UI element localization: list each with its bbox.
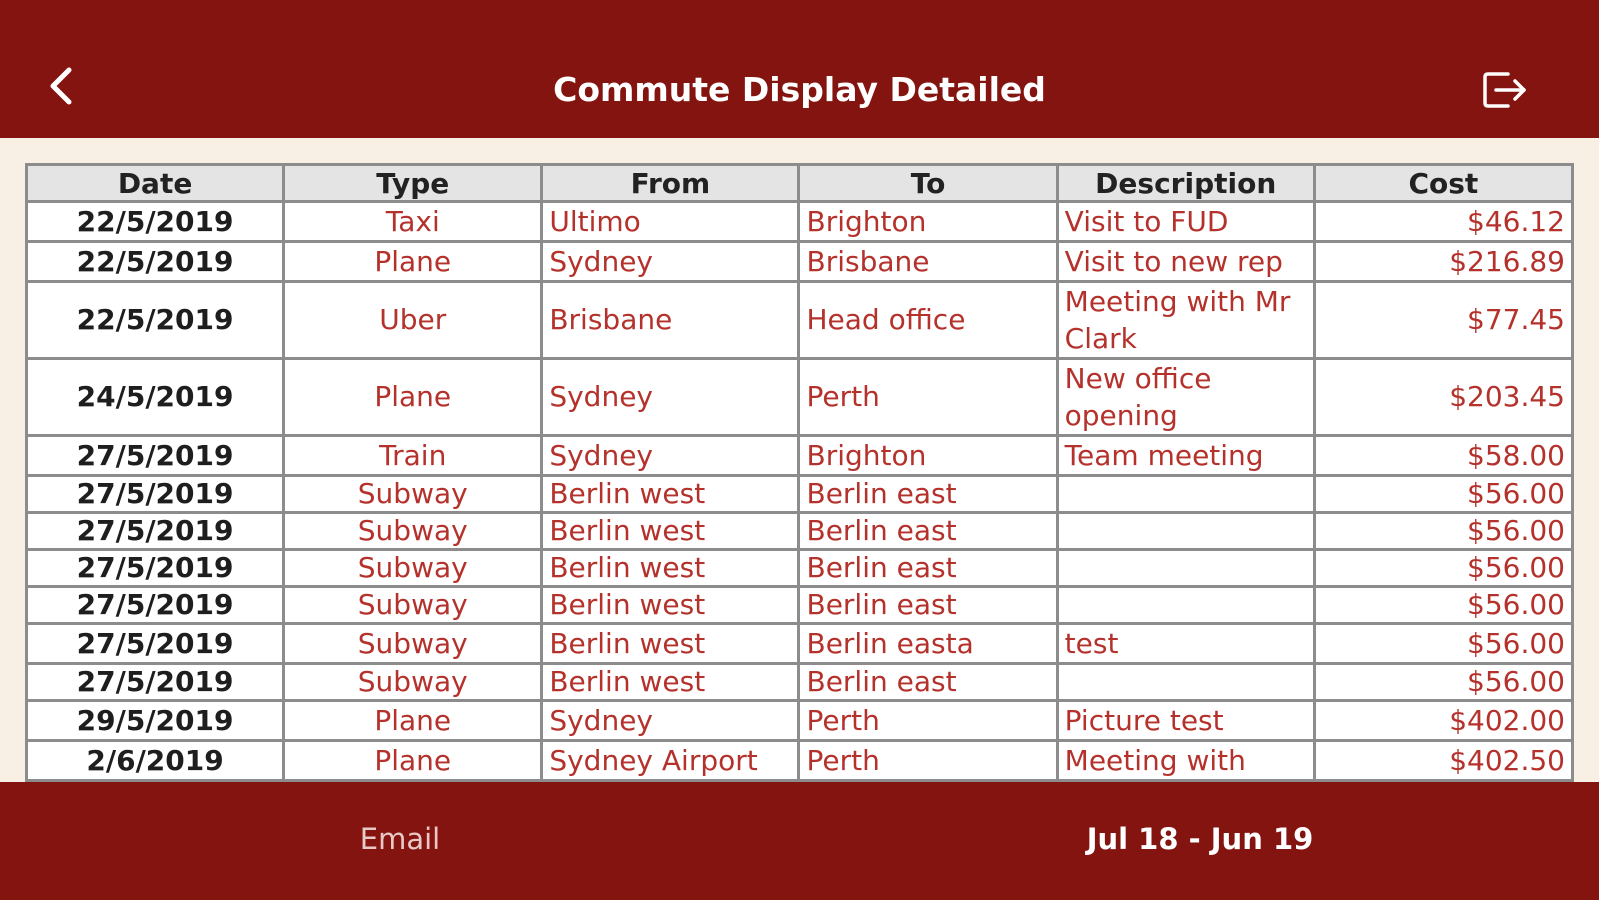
cell-date: 22/5/2019 <box>27 282 284 359</box>
cell-date: 24/5/2019 <box>27 359 284 436</box>
cell-type: Train <box>284 436 542 476</box>
cell-date: 27/5/2019 <box>27 587 284 624</box>
column-header-description: Description <box>1057 165 1314 202</box>
cell-from: Sydney <box>542 359 799 436</box>
cell-to: Perth <box>799 741 1057 781</box>
cell-description <box>1057 587 1314 624</box>
cell-date: 22/5/2019 <box>27 202 284 242</box>
cell-type: Plane <box>284 701 542 741</box>
table-scroll-area[interactable] <box>0 138 1599 782</box>
cell-date: 27/5/2019 <box>27 550 284 587</box>
cell-cost: $216.89 <box>1314 242 1572 282</box>
cell-from: Berlin west <box>542 513 799 550</box>
column-header-cost: Cost <box>1314 165 1572 202</box>
cell-to: Berlin east <box>799 550 1057 587</box>
cell-to: Perth <box>799 359 1057 436</box>
cell-description: Meeting with <box>1057 741 1314 781</box>
email-button[interactable]: Email <box>359 822 441 856</box>
cell-from: Berlin west <box>542 664 799 701</box>
column-header-to: To <box>799 165 1057 202</box>
table-row[interactable] <box>27 741 1573 781</box>
table-row[interactable] <box>27 550 1573 587</box>
cell-from: Sydney <box>542 436 799 476</box>
table-row[interactable] <box>27 359 1573 436</box>
cell-from: Sydney <box>542 242 799 282</box>
cell-from: Berlin west <box>542 587 799 624</box>
column-header-from: From <box>542 165 799 202</box>
cell-cost: $56.00 <box>1314 587 1572 624</box>
cell-to: Berlin east <box>799 587 1057 624</box>
cell-cost: $77.45 <box>1314 282 1572 359</box>
cell-date: 27/5/2019 <box>27 513 284 550</box>
table-row[interactable] <box>27 664 1573 701</box>
cell-type: Plane <box>284 741 542 781</box>
cell-from: Sydney <box>542 701 799 741</box>
cell-to: Brighton <box>799 436 1057 476</box>
cell-description: Meeting with Mr Clark <box>1057 282 1314 359</box>
cell-to: Berlin easta <box>799 624 1057 664</box>
cell-to: Berlin east <box>799 476 1057 513</box>
cell-from: Berlin west <box>542 624 799 664</box>
table-row[interactable] <box>27 202 1573 242</box>
cell-type: Plane <box>284 359 542 436</box>
cell-cost: $46.12 <box>1314 202 1572 242</box>
cell-date: 29/5/2019 <box>27 701 284 741</box>
navigation-bar <box>0 0 1599 138</box>
cell-to: Berlin east <box>799 513 1057 550</box>
cell-description <box>1057 550 1314 587</box>
cell-cost: $203.45 <box>1314 359 1572 436</box>
table-row[interactable] <box>27 513 1573 550</box>
cell-type: Taxi <box>284 202 542 242</box>
export-icon <box>1482 70 1528 110</box>
cell-from: Berlin west <box>542 476 799 513</box>
cell-type: Subway <box>284 513 542 550</box>
cell-description: New office opening <box>1057 359 1314 436</box>
cell-to: Brighton <box>799 202 1057 242</box>
cell-cost: $402.50 <box>1314 741 1572 781</box>
date-range-button[interactable]: Jul 18 - Jun 19 <box>1086 822 1314 856</box>
cell-description <box>1057 664 1314 701</box>
column-header-date: Date <box>27 165 284 202</box>
cell-date: 27/5/2019 <box>27 476 284 513</box>
cell-date: 27/5/2019 <box>27 624 284 664</box>
cell-to: Brisbane <box>799 242 1057 282</box>
export-button[interactable] <box>1478 66 1532 114</box>
cell-to: Berlin east <box>799 664 1057 701</box>
cell-from: Berlin west <box>542 550 799 587</box>
table-row[interactable] <box>27 242 1573 282</box>
cell-description <box>1057 476 1314 513</box>
cell-type: Uber <box>284 282 542 359</box>
cell-date: 2/6/2019 <box>27 741 284 781</box>
cell-date: 22/5/2019 <box>27 242 284 282</box>
cell-type: Subway <box>284 664 542 701</box>
bottom-toolbar <box>0 782 1599 900</box>
table-row[interactable] <box>27 701 1573 741</box>
cell-cost: $58.00 <box>1314 436 1572 476</box>
cell-cost: $56.00 <box>1314 513 1572 550</box>
table-row[interactable] <box>27 624 1573 664</box>
cell-type: Plane <box>284 242 542 282</box>
cell-type: Subway <box>284 550 542 587</box>
page-title: Commute Display Detailed <box>553 70 1046 109</box>
cell-type: Subway <box>284 624 542 664</box>
cell-date: 27/5/2019 <box>27 436 284 476</box>
table-row[interactable] <box>27 282 1573 359</box>
cell-description: Team meeting <box>1057 436 1314 476</box>
cell-cost: $56.00 <box>1314 476 1572 513</box>
table-row[interactable] <box>27 436 1573 476</box>
cell-from: Sydney Airport <box>542 741 799 781</box>
cell-cost: $56.00 <box>1314 664 1572 701</box>
cell-description: Visit to FUD <box>1057 202 1314 242</box>
cell-description: Picture test <box>1057 701 1314 741</box>
table-row[interactable] <box>27 476 1573 513</box>
table-row[interactable] <box>27 587 1573 624</box>
cell-cost: $56.00 <box>1314 624 1572 664</box>
cell-type: Subway <box>284 587 542 624</box>
cell-to: Perth <box>799 701 1057 741</box>
cell-description: Visit to new rep <box>1057 242 1314 282</box>
cell-from: Brisbane <box>542 282 799 359</box>
cell-from: Ultimo <box>542 202 799 242</box>
cell-type: Subway <box>284 476 542 513</box>
table-header-row <box>27 165 1573 202</box>
cell-description <box>1057 513 1314 550</box>
cell-cost: $402.00 <box>1314 701 1572 741</box>
cell-description: test <box>1057 624 1314 664</box>
column-header-type: Type <box>284 165 542 202</box>
cell-date: 27/5/2019 <box>27 664 284 701</box>
cell-to: Head office <box>799 282 1057 359</box>
commute-table <box>25 163 1574 782</box>
cell-cost: $56.00 <box>1314 550 1572 587</box>
